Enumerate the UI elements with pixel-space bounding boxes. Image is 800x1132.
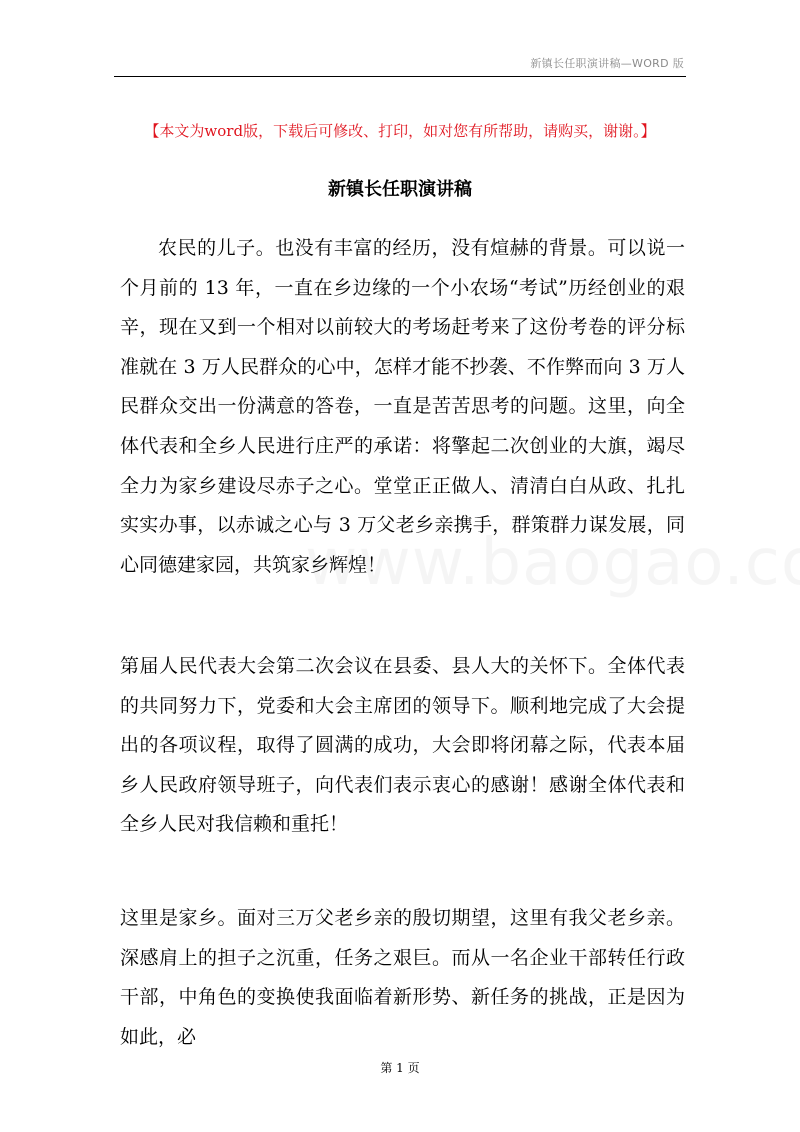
purchase-notice: 【本文为word版，下载后可修改、打印，如对您有所帮助，请购买，谢谢。】 (144, 122, 656, 140)
running-header: 新镇长任职演讲稿—WORD 版 (530, 57, 684, 70)
header-divider (114, 76, 686, 77)
body-paragraph-1: 农民的儿子。也没有丰富的经历，没有煊赫的背景。可以说一个月前的 13 年，一直在乡边缘的一个小农场“考试”历经创业的艰辛，现在又到一个相对以前较大的考场赶考来了这份考卷的评分标准就在 3 万人民群众的心中，怎样才能不抄袭、不作弊而向 3 万人民群众交出一份满意的答卷，一直是苦苦思考的问题。这里，向全体代表和全乡人民进行庄严的承诺：将擎起二次创业的大旗，竭尽全力为家乡建设尽赤子之心。堂堂正正做人、清清白白从政、扎扎实实办事，以赤诚之心与 3 万父老乡亲携手，群策群力谋发展，同心同德建家园，共筑家乡辉煌！ (120, 237, 685, 576)
body-paragraph-3: 这里是家乡。面对三万父老乡亲的殷切期望，这里有我父老乡亲。深感肩上的担子之沉重，任务之艰巨。而从一名企业干部转任行政干部，中角色的变换使我面临着新形势、新任务的挑战，正是因为如此，必 (120, 907, 685, 1048)
page-number: 第 1 页 (380, 1061, 420, 1075)
document-title: 新镇长任职演讲稿 (328, 179, 472, 200)
body-paragraph-2: 第届人民代表大会第二次会议在县委、县人大的关怀下。全体代表的共同努力下，党委和大会主席团的领导下。顺利地完成了大会提出的各项议程，取得了圆满的成功，大会即将闭幕之际，代表本届乡人民政府领导班子，向代表们表示衷心的感谢！感谢全体代表和全乡人民对我信赖和重托！ (120, 655, 685, 836)
